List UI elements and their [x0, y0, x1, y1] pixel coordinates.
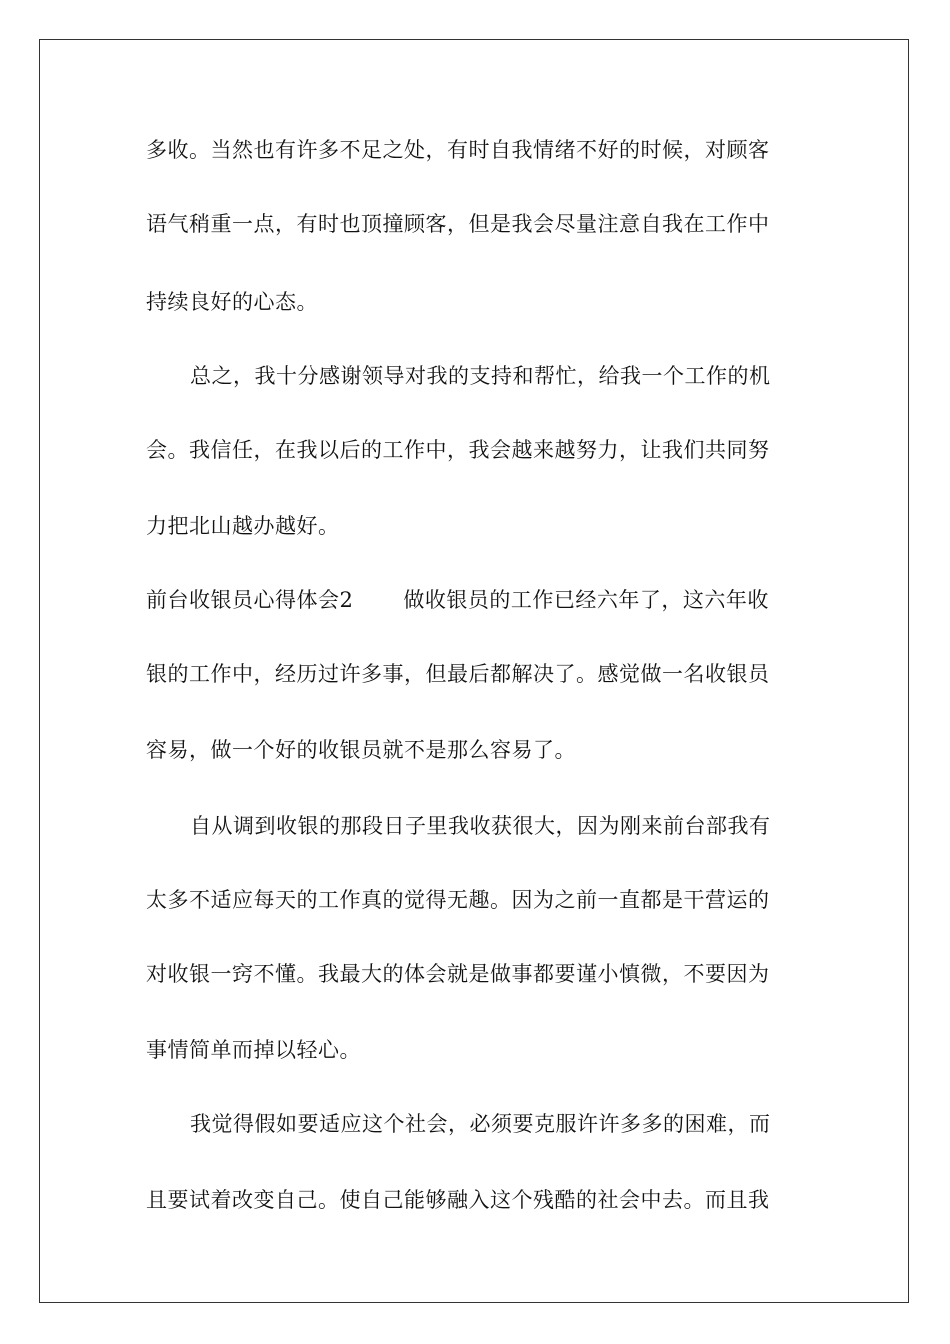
- text-line: 我觉得假如要适应这个社会，必须要克服许许多多的困难，而: [190, 1112, 771, 1136]
- text-line: 且要试着改变自己。使自己能够融入这个残酷的社会中去。而且我: [146, 1188, 770, 1212]
- text-line: 太多不适应每天的工作真的觉得无趣。因为之前一直都是干营运的: [146, 888, 770, 912]
- text-line: 会。我信任，在我以后的工作中，我会越来越努力，让我们共同努: [146, 438, 770, 462]
- text-line: 总之，我十分感谢领导对我的支持和帮忙，给我一个工作的机: [190, 364, 771, 388]
- heading-line: [146, 586, 806, 614]
- text-line: 持续良好的心态。: [146, 290, 318, 314]
- text-line: 银的工作中，经历过许多事，但最后都解决了。感觉做一名收银员: [146, 662, 770, 686]
- text-line: 力把北山越办越好。: [146, 514, 340, 538]
- section-heading: 前台收银员心得体会2: [146, 588, 354, 612]
- text-line: 做收银员的工作已经六年了，这六年收: [403, 588, 769, 612]
- text-line: 语气稍重一点，有时也顶撞顾客，但是我会尽量注意自我在工作中: [146, 212, 770, 236]
- text-line: 容易，做一个好的收银员就不是那么容易了。: [146, 738, 576, 762]
- text-line: 对收银一窍不懂。我最大的体会就是做事都要谨小慎微，不要因为: [146, 962, 770, 986]
- text-line: 自从调到收银的那段日子里我收获很大，因为刚来前台部我有: [190, 814, 771, 838]
- text-line: 事情简单而掉以轻心。: [146, 1038, 361, 1062]
- text-line: 多收。当然也有许多不足之处，有时自我情绪不好的时候，对顾客: [146, 138, 770, 162]
